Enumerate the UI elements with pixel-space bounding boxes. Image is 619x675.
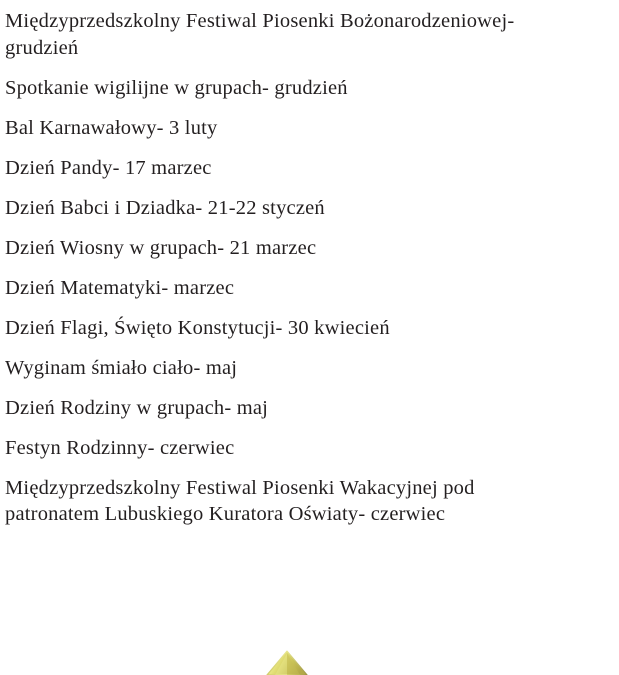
list-item: Dzień Flagi, Święto Konstytucji- 30 kwiecień <box>5 316 390 339</box>
list-item: Dzień Matematyki- marzec <box>5 276 235 299</box>
list-item: Bal Karnawałowy- 3 luty <box>5 116 218 139</box>
list-item: Dzień Babci i Dziadka- 21-22 styczeń <box>5 196 325 219</box>
list-item: Wyginam śmiało ciało- maj <box>5 356 238 379</box>
list-item: Spotkanie wigilijne w grupach- grudzień <box>5 76 348 99</box>
list-item: Dzień Wiosny w grupach- 21 marzec <box>5 236 317 259</box>
list-item: Dzień Rodziny w grupach- maj <box>5 396 269 419</box>
list-item: Festyn Rodzinny- czerwiec <box>5 436 235 459</box>
list-item: Międzyprzedszkolny Festiwal Piosenki Bożonarodzeniowej- grudzień <box>5 10 515 59</box>
event-list <box>5 8 605 541</box>
gold-triangle-icon <box>266 650 308 675</box>
list-item: Międzyprzedszkolny Festiwal Piosenki Wakacyjnej pod patronatem Lubuskiego Kuratora Oświaty- czerwiec <box>5 476 475 526</box>
list-item: Dzień Pandy- 17 marzec <box>5 156 212 179</box>
blank-area <box>0 556 619 646</box>
